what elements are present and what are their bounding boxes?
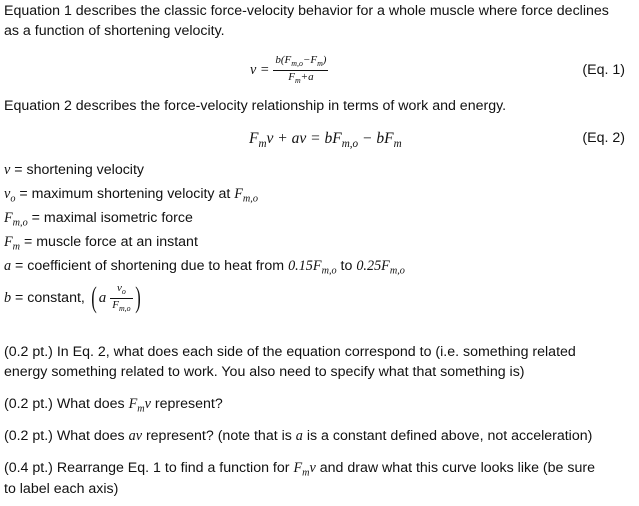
eq2-intro: Equation 2 describes the force-velocity relationship in terms of work and energy. <box>4 98 507 114</box>
eq1-label: (Eq. 1) <box>582 62 625 78</box>
question-2: (0.2 pt.) What does $F_mv$ represent? <box>4 396 223 415</box>
eq1-numerator: $b(F_{m,o}-F_m)$ <box>273 54 328 71</box>
equation-1 <box>250 54 328 87</box>
right-paren: ) <box>134 281 141 315</box>
def-vo: $v_o$ = maximum shortening velocity at $F_{m,o}$ <box>4 186 258 205</box>
question-1-line-2: energy something related to work. You also need to specify what that something is) <box>4 364 525 380</box>
equation-2: $F_mv$ + av = $bF_{m,o} - bF_m$ <box>249 130 402 150</box>
question-4-line-1: (0.4 pt.) Rearrange Eq. 1 to find a function for $F_mv$ and draw what this curve looks like (be sure <box>4 460 595 479</box>
eq2-label: (Eq. 2) <box>582 130 625 146</box>
question-4-line-2: to label each axis) <box>4 481 119 497</box>
b-fraction: $\frac{v_o}{F_{m,o}}$ <box>112 281 131 313</box>
eq1-fraction <box>273 54 328 87</box>
def-fm: $F_m$ = muscle force at an instant <box>4 234 198 253</box>
question-1-line-1: (0.2 pt.) In Eq. 2, what does each side of the equation correspond to (i.e. something related <box>4 344 576 360</box>
question-3: (0.2 pt.) What does av represent? (note that is a is a constant defined above, not acceleration) <box>4 428 593 444</box>
eq1-denominator: $F_m+a$ <box>288 70 314 85</box>
intro-line-2: as a function of shortening velocity. <box>4 23 225 39</box>
def-a: a = coefficient of shortening due to heat from $0.15F_{m,o}$ to $0.25F_{m,o}$ <box>4 258 405 277</box>
def-fmo: $F_{m,o}$ = maximal isometric force <box>4 210 193 229</box>
def-v: v = shortening velocity <box>4 162 144 178</box>
eq1-lhs: v = <box>250 62 270 79</box>
def-b: b = constant, ( a $\frac{v_o}{F_{m,o}}$ ) <box>4 281 141 315</box>
left-paren: ( <box>91 281 97 315</box>
intro-line-1: Equation 1 describes the classic force-velocity behavior for a whole muscle where force declines <box>4 3 609 19</box>
